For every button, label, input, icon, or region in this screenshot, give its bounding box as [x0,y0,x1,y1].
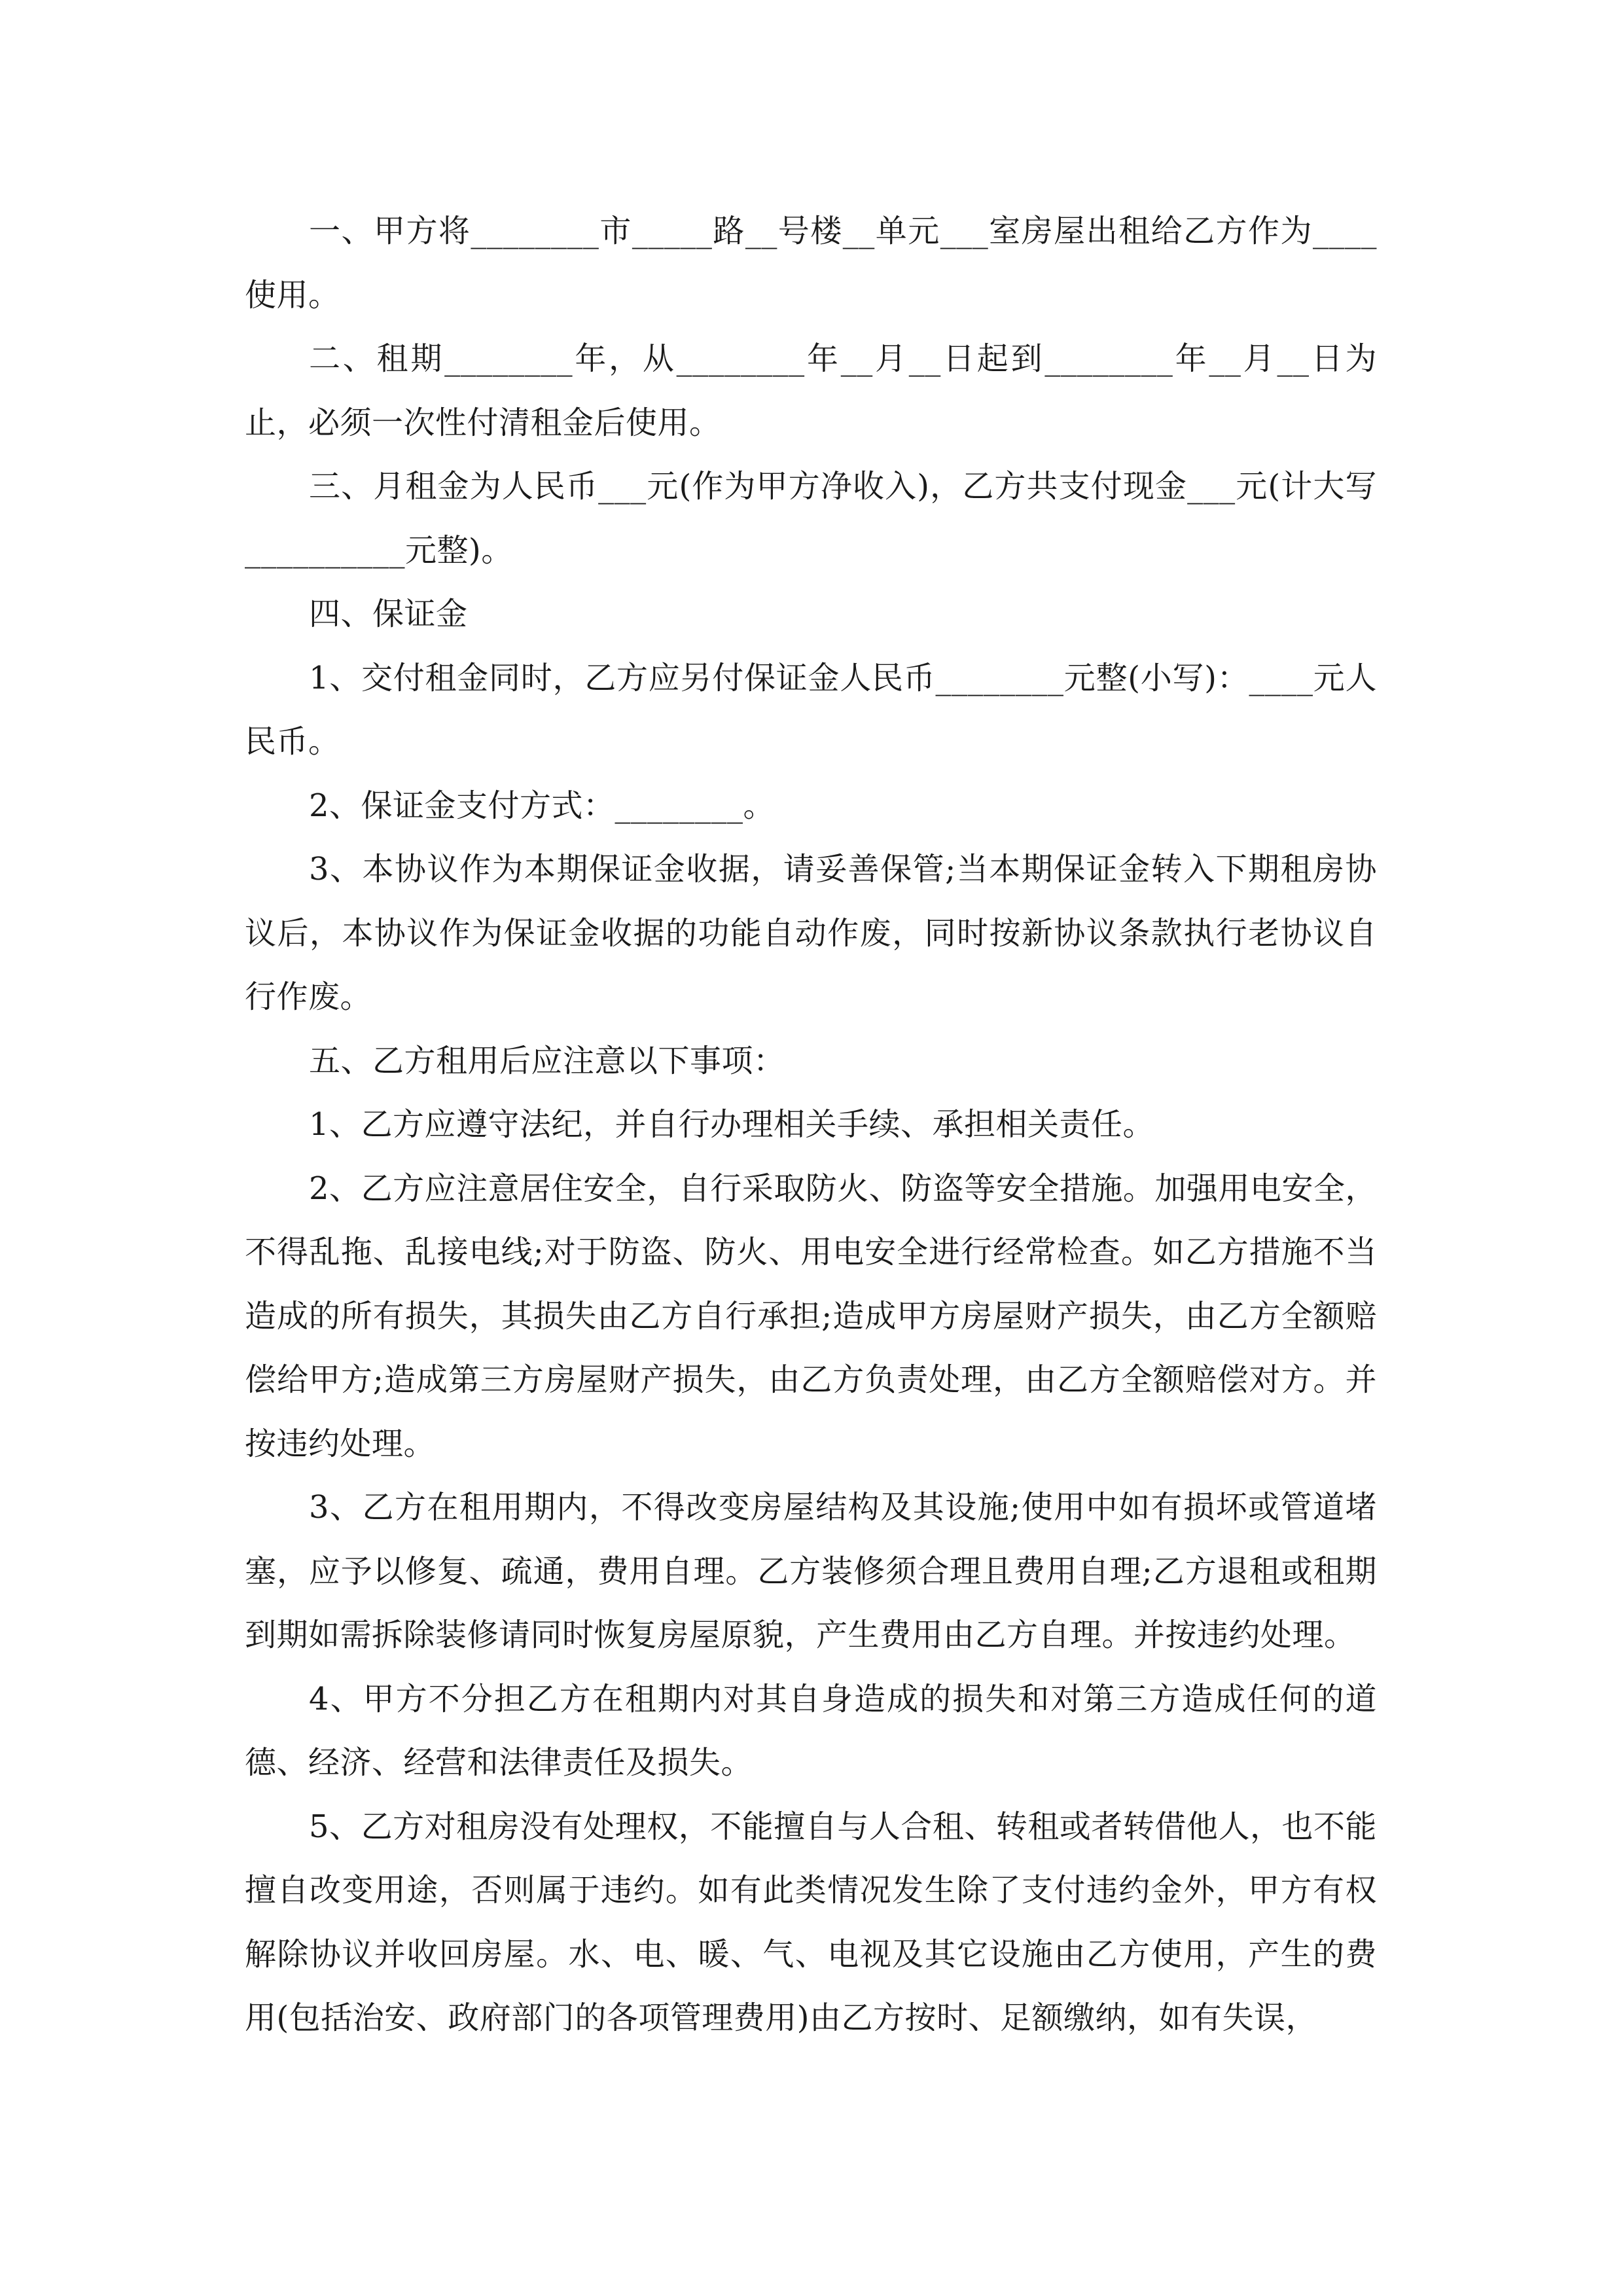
clause-4-item-1: 1、交付租金同时，乙方应另付保证金人民币________元整(小写)：____元人民币。 [245,659,1377,760]
clause-4-deposit-heading: 四、保证金 [309,596,468,632]
clause-1-premises: 一、甲方将________市_____路__号楼__单元___室房屋出租给乙方作为____使用。 [245,213,1377,314]
clause-5-item-4: 4、甲方不分担乙方在租期内对其自身造成的损失和对第三方造成任何的道德、经济、经营和法律责任及损失。 [245,1680,1377,1781]
clause-4-item-3: 3、本协议作为本期保证金收据，请妥善保管;当本期保证金转入下期租房协议后，本协议作为保证金收据的功能自动作废，同时按新协议条款执行老协议自行作废。 [245,851,1377,1015]
clause-2-lease-term: 二、租期________年，从________年__月__日起到________年__月__日为止，必须一次性付清租金后使用。 [245,340,1377,441]
clause-3-rent: 三、月租金为人民币___元(作为甲方净收入)，乙方共支付现金___元(计大写__________元整)。 [245,468,1377,569]
clause-5-heading: 五、乙方租用后应注意以下事项： [309,1042,785,1079]
clause-5-item-2: 2、乙方应注意居住安全，自行采取防火、防盗等安全措施。加强用电安全，不得乱拖、乱接电线;对于防盗、防火、用电安全进行经常检查。如乙方措施不当造成的所有损失，其损失由乙方自行承担;造成甲方房屋财产损失，由乙方全额赔偿给甲方;造成第三方房屋财产损失，由乙方负责处理，由乙方全额赔偿对方。并按违约处理。 [245,1170,1377,1462]
document-page [245,200,1377,2051]
clause-4-item-2: 2、保证金支付方式：________。 [309,787,776,824]
clause-5-item-1: 1、乙方应遵守法纪，并自行办理相关手续、承担相关责任。 [309,1106,1155,1143]
clause-5-item-3: 3、乙方在租用期内，不得改变房屋结构及其设施;使用中如有损坏或管道堵塞，应予以修复、疏通，费用自理。乙方装修须合理且费用自理;乙方退租或租期到期如需拆除装修请同时恢复房屋原貌，产生费用由乙方自理。并按违约处理。 [245,1489,1377,1653]
clause-5-item-5: 5、乙方对租房没有处理权，不能擅自与人合租、转租或者转借他人，也不能擅自改变用途，否则属于违约。如有此类情况发生除了支付违约金外，甲方有权解除协议并收回房屋。水、电、暖、气、电视及其它设施由乙方使用，产生的费用(包括治安、政府部门的各项管理费用)由乙方按时、足额缴纳，如有失误， [245,1808,1377,2036]
